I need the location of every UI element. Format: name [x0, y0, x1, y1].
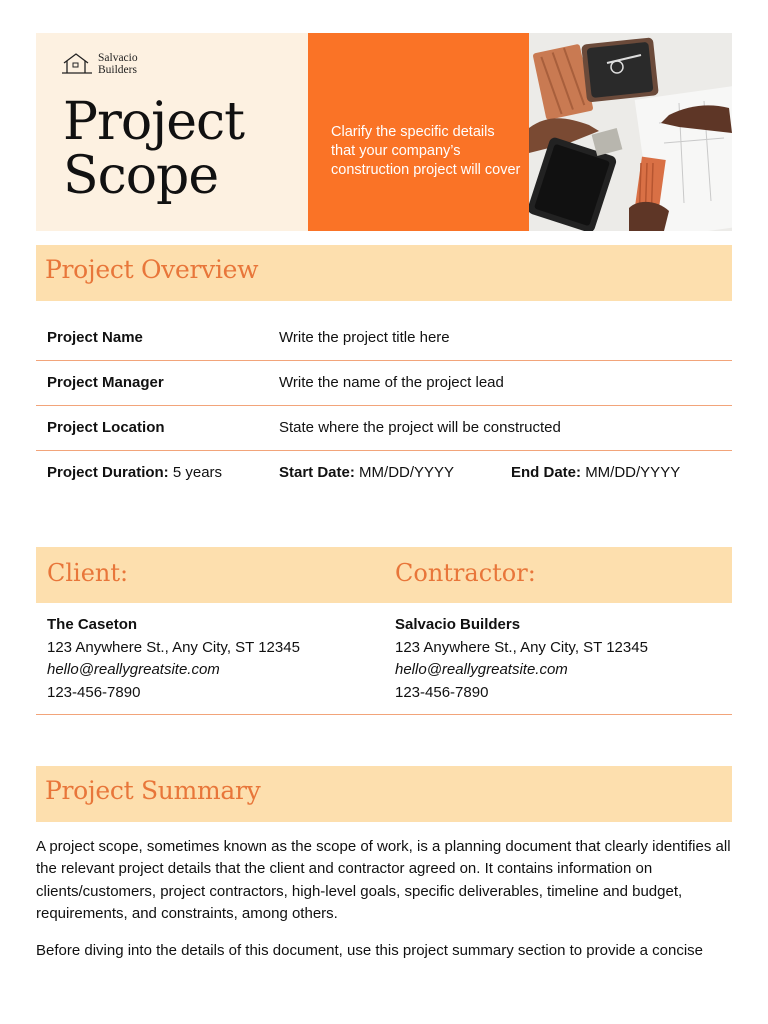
summary-paragraph-2: Before diving into the details of this document, use this project summary section to provide a concise — [36, 942, 704, 959]
contractor-email: hello@reallygreatsite.com — [395, 661, 568, 678]
tagline: Clarify the specific details that your company’s construction project will cover — [331, 124, 521, 178]
client-title: Client: — [47, 559, 129, 587]
duration-label: Project Duration: — [47, 464, 169, 481]
client-email: hello@reallygreatsite.com — [47, 661, 220, 678]
overview-label: Project Name — [47, 329, 143, 346]
summary-section-header — [36, 766, 732, 822]
house-icon — [62, 51, 94, 77]
summary-paragraph-1: A project scope, sometimes known as the scope of work, is a planning document that clearly identifies all the relevant project details that the client and contractor agreed on. It contains information on clients/customers, project contractors, high-level goals, specific deliverables, timeline and budget, requirements, and constraints, among others. — [36, 838, 731, 922]
overview-value: Write the name of the project lead — [279, 374, 504, 391]
blueprint-desk-photo — [529, 33, 732, 231]
client-details — [47, 614, 300, 704]
project-duration — [47, 464, 222, 481]
client-address: 123 Anywhere St., Any City, ST 12345 — [47, 638, 300, 656]
overview-label: Project Location — [47, 419, 165, 436]
header-photo — [529, 33, 732, 231]
divider — [36, 714, 732, 715]
start-date-value: MM/DD/YYYY — [359, 464, 455, 481]
overview-row-location — [36, 406, 732, 451]
company-logo — [62, 51, 138, 77]
logo-text-line2: Builders — [98, 64, 137, 76]
title-line2: Scope — [63, 146, 219, 206]
contractor-name: Salvacio Builders — [395, 616, 521, 633]
end-date-value: MM/DD/YYYY — [585, 464, 681, 481]
title-line1: Project — [63, 92, 245, 152]
contractor-address: 123 Anywhere St., Any City, ST 12345 — [395, 638, 648, 656]
overview-title: Project Overview — [45, 255, 259, 284]
overview-row-manager — [36, 361, 732, 406]
start-date-label: Start Date: — [279, 464, 355, 481]
tagline-block — [308, 33, 529, 231]
start-date — [279, 464, 454, 481]
end-date-label: End Date: — [511, 464, 582, 481]
overview-row-name — [36, 316, 732, 361]
client-phone: 123-456-7890 — [47, 683, 141, 701]
duration-value: 5 years — [172, 464, 223, 481]
client-name: The Caseton — [47, 616, 138, 633]
logo-text-line1: Salvacio — [98, 52, 138, 64]
overview-section-header — [36, 245, 732, 301]
header — [36, 33, 732, 231]
end-date — [511, 464, 680, 481]
client-contractor-header — [36, 547, 732, 603]
overview-value: Write the project title here — [279, 329, 450, 346]
contractor-phone: 123-456-7890 — [395, 683, 489, 701]
contractor-title: Contractor: — [395, 559, 536, 587]
page-title — [63, 92, 245, 206]
contractor-details — [395, 614, 648, 704]
summary-title: Project Summary — [45, 776, 261, 805]
overview-label: Project Manager — [47, 374, 164, 391]
title-block — [36, 33, 308, 231]
overview-value: State where the project will be constructed — [279, 419, 561, 436]
overview-row-dates — [36, 451, 732, 496]
